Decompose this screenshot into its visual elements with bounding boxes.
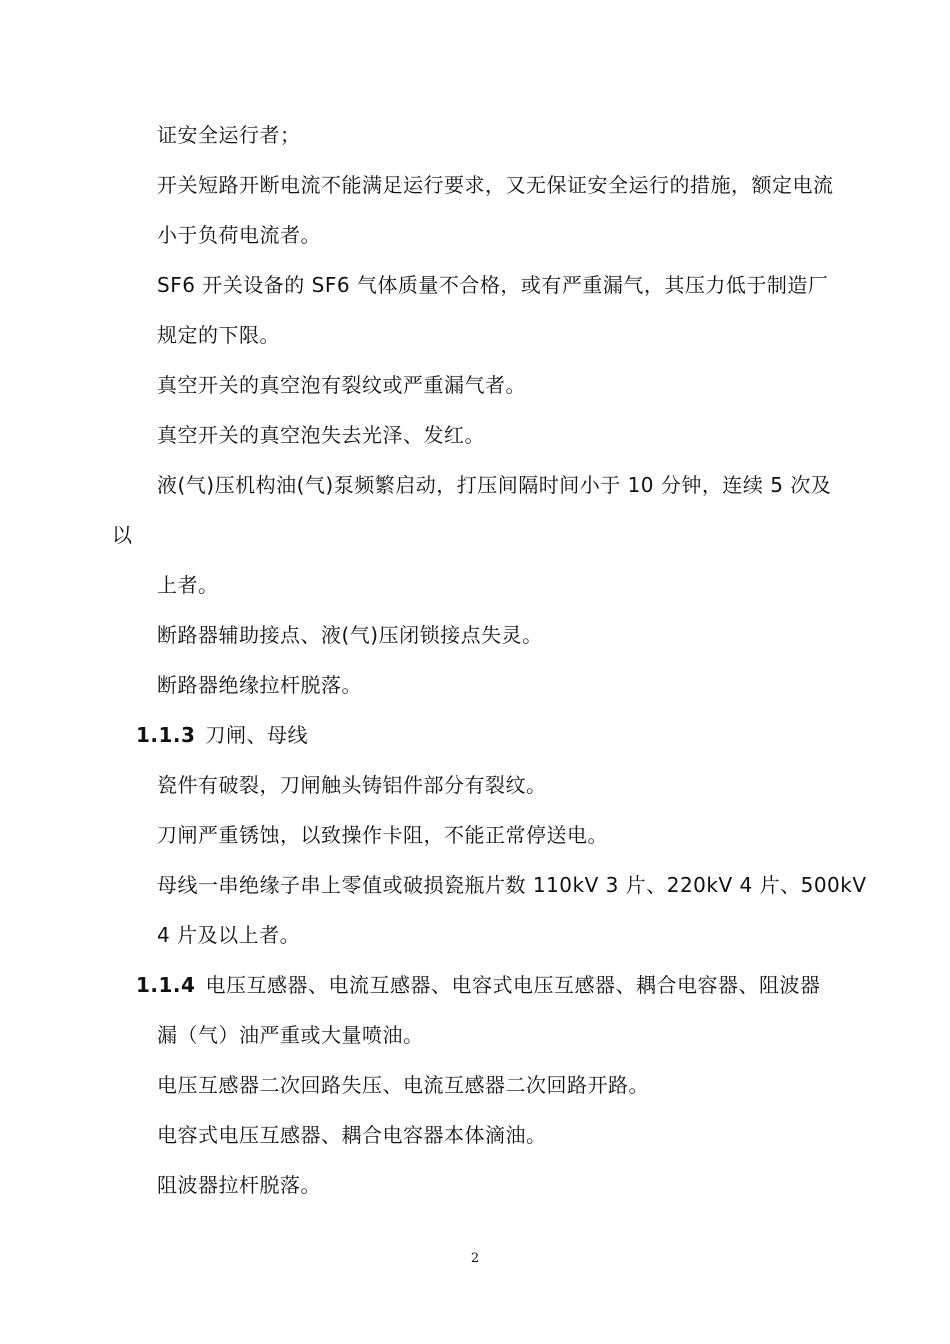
text-line: 断路器辅助接点、液(气)压闭锁接点失灵。 xyxy=(157,623,543,647)
text-line: 电压互感器二次回路失压、电流互感器二次回路开路。 xyxy=(157,1073,649,1097)
text-line: SF6 开关设备的 SF6 气体质量不合格，或有严重漏气，其压力低于制造厂 xyxy=(157,273,829,297)
page-number: 2 xyxy=(470,1251,480,1266)
section-number: 1.1.4 xyxy=(136,973,196,997)
text-line: 真空开关的真空泡有裂纹或严重漏气者。 xyxy=(157,373,526,397)
text-line: 母线一串绝缘子串上零值或破损瓷瓶片数 110kV 3 片、220kV 4 片、500kV xyxy=(157,873,867,897)
section-heading xyxy=(136,722,308,748)
text-line: 真空开关的真空泡失去光泽、发红。 xyxy=(157,423,485,447)
section-title: 电压互感器、电流互感器、电容式电压互感器、耦合电容器、阻波器 xyxy=(205,973,821,997)
text-line: 4 片及以上者。 xyxy=(157,923,301,947)
text-line: 瓷件有破裂，刀闸触头铸铝件部分有裂纹。 xyxy=(157,773,547,797)
section-heading xyxy=(136,972,820,998)
text-line: 阻波器拉杆脱落。 xyxy=(157,1173,321,1197)
text-line: 证安全运行者； xyxy=(157,123,301,147)
text-line: 小于负荷电流者。 xyxy=(157,223,321,247)
text-line: 刀闸严重锈蚀，以致操作卡阻，不能正常停送电。 xyxy=(157,823,608,847)
text-line: 电容式电压互感器、耦合电容器本体滴油。 xyxy=(157,1123,547,1147)
text-line: 上者。 xyxy=(157,573,219,597)
text-line: 液(气)压机构油(气)泵频繁启动，打压间隔时间小于 10 分钟，连续 5 次及 xyxy=(157,473,832,497)
text-line: 漏（气）油严重或大量喷油。 xyxy=(157,1023,424,1047)
text-line: 规定的下限。 xyxy=(157,323,280,347)
text-line: 开关短路开断电流不能满足运行要求，又无保证安全运行的措施，额定电流 xyxy=(157,173,834,197)
section-number: 1.1.3 xyxy=(136,723,196,747)
text-line: 断路器绝缘拉杆脱落。 xyxy=(157,673,362,697)
section-title: 刀闸、母线 xyxy=(205,723,308,747)
text-line: 以 xyxy=(112,523,133,547)
